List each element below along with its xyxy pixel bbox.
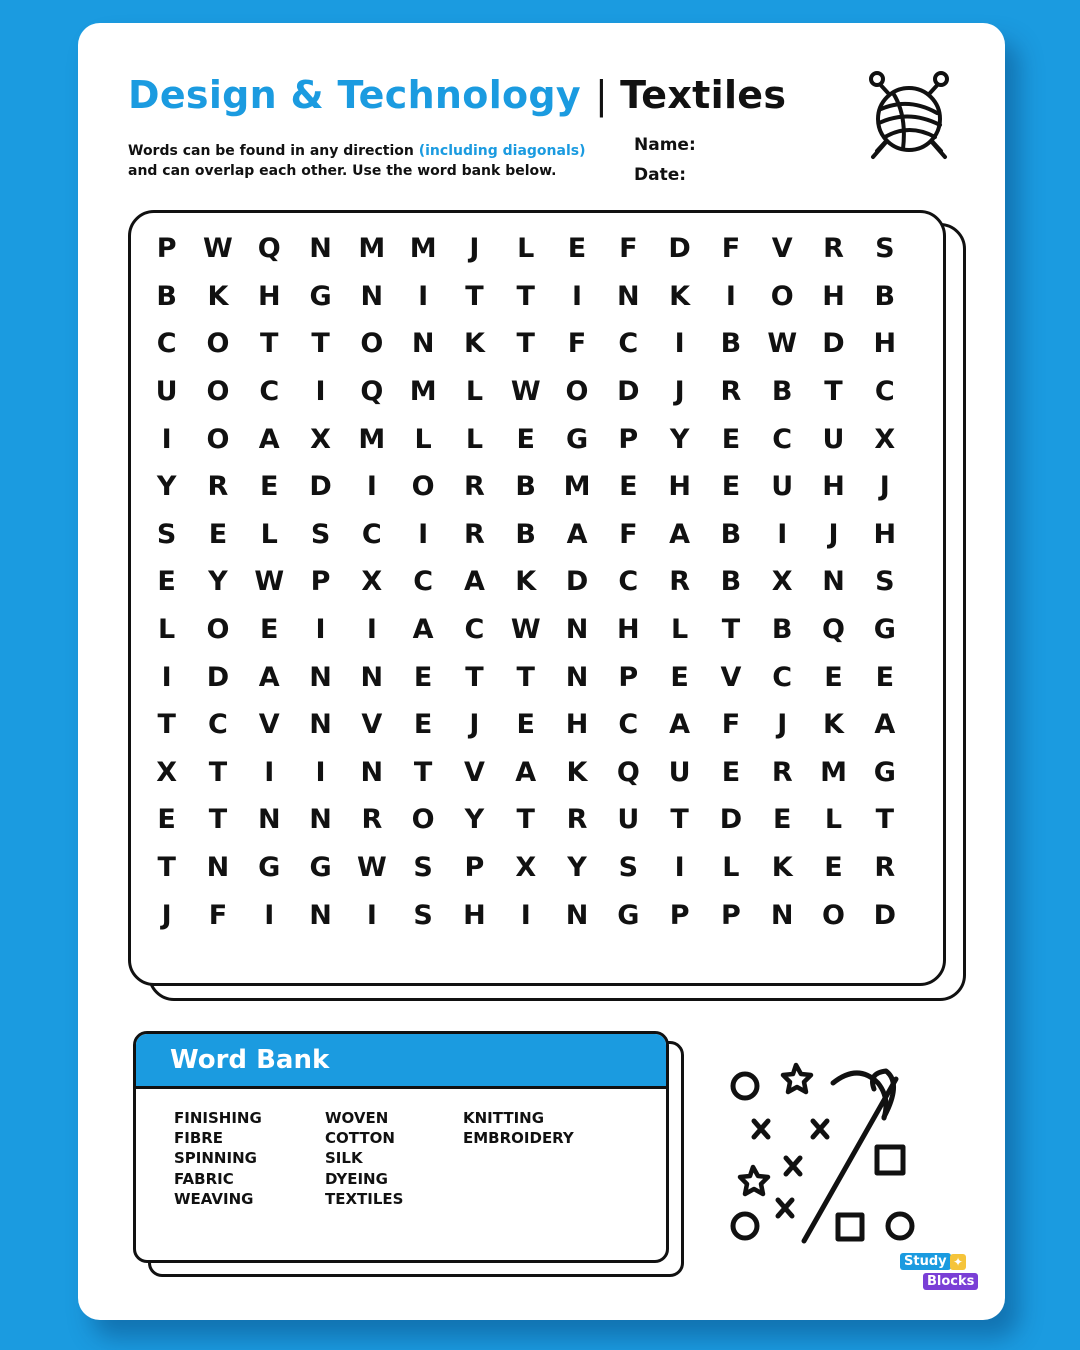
- grid-letter[interactable]: A: [515, 756, 537, 788]
- word-bank-item: WOVEN: [325, 1109, 389, 1127]
- grid-letter[interactable]: E: [516, 709, 535, 741]
- grid-letter[interactable]: N: [309, 899, 332, 931]
- grid-letter[interactable]: O: [411, 471, 435, 503]
- page-title: [128, 73, 786, 123]
- grid-letter[interactable]: W: [203, 233, 233, 265]
- grid-letter[interactable]: H: [822, 280, 845, 312]
- grid-letter[interactable]: M: [358, 423, 386, 455]
- grid-letter[interactable]: E: [157, 566, 176, 598]
- grid-letter[interactable]: J: [161, 899, 172, 931]
- grid-letter[interactable]: L: [414, 423, 432, 455]
- grid-letter[interactable]: L: [158, 614, 176, 646]
- grid-letter[interactable]: P: [618, 661, 639, 693]
- logo-star-icon: ✦: [950, 1254, 966, 1270]
- grid-letter[interactable]: A: [258, 661, 280, 693]
- grid-letter[interactable]: T: [208, 756, 228, 788]
- grid-letter[interactable]: E: [772, 804, 792, 836]
- word-bank-column-1: [174, 1108, 262, 1209]
- grid-letter[interactable]: O: [770, 280, 794, 312]
- grid-letter[interactable]: E: [413, 661, 433, 693]
- grid-letter[interactable]: R: [361, 804, 383, 836]
- grid-letter[interactable]: V: [361, 709, 383, 741]
- grid-letter[interactable]: Y: [208, 566, 228, 598]
- grid-letter[interactable]: N: [770, 899, 794, 931]
- grid-letter[interactable]: N: [360, 280, 384, 312]
- grid-letter[interactable]: A: [258, 423, 280, 455]
- grid-letter[interactable]: Y: [464, 804, 485, 836]
- grid-letter[interactable]: I: [161, 423, 172, 455]
- grid-letter[interactable]: P: [721, 899, 741, 931]
- date-label: Date:: [634, 165, 687, 185]
- grid-letter[interactable]: S: [156, 518, 177, 550]
- grid-letter[interactable]: U: [155, 376, 178, 408]
- grid-letter[interactable]: I: [264, 756, 275, 788]
- grid-letter[interactable]: V: [720, 661, 742, 693]
- worksheet: [78, 23, 1005, 1320]
- sewing-doodle-icon: [718, 1043, 928, 1248]
- grid-letter[interactable]: I: [315, 614, 326, 646]
- grid-letter[interactable]: C: [259, 376, 280, 408]
- grid-letter[interactable]: E: [824, 661, 843, 693]
- grid-letter[interactable]: Q: [360, 376, 384, 408]
- grid-letter[interactable]: G: [309, 280, 332, 312]
- word-bank-item: FINISHING: [174, 1109, 262, 1127]
- grid-letter[interactable]: R: [464, 471, 485, 503]
- grid-letter[interactable]: U: [617, 804, 640, 836]
- grid-letter[interactable]: K: [823, 709, 844, 741]
- grid-letter[interactable]: D: [617, 376, 640, 408]
- grid-letter[interactable]: E: [157, 804, 176, 836]
- grid-letter[interactable]: I: [572, 280, 583, 312]
- grid-letter[interactable]: D: [873, 899, 897, 931]
- grid-letter[interactable]: I: [418, 518, 429, 550]
- grid-letter[interactable]: C: [772, 661, 793, 693]
- word-bank-title: Word Bank: [136, 1034, 666, 1089]
- grid-letter[interactable]: C: [618, 566, 639, 598]
- grid-letter[interactable]: B: [771, 376, 793, 408]
- grid-letter[interactable]: B: [720, 328, 742, 360]
- grid-letter[interactable]: H: [822, 471, 845, 503]
- word-bank-item: FIBRE: [174, 1129, 224, 1148]
- grid-letter[interactable]: A: [412, 614, 434, 646]
- grid-letter[interactable]: H: [873, 518, 897, 550]
- grid-letter[interactable]: E: [824, 852, 843, 884]
- grid-letter[interactable]: L: [260, 518, 278, 550]
- grid-letter[interactable]: E: [721, 423, 741, 455]
- grid-letter[interactable]: K: [515, 566, 537, 598]
- word-bank-item: DYEING: [325, 1169, 388, 1188]
- grid-letter[interactable]: R: [464, 518, 485, 550]
- word-bank-item: COTTON: [325, 1129, 395, 1148]
- word-bank-item: FABRIC: [174, 1169, 234, 1188]
- word-bank-item: WEAVING: [174, 1189, 254, 1208]
- grid-letter[interactable]: G: [309, 852, 332, 884]
- grid-letter[interactable]: T: [260, 328, 279, 360]
- grid-letter[interactable]: E: [619, 471, 638, 503]
- grid-letter[interactable]: A: [566, 518, 588, 550]
- instructions-text-1: Words can be found in any direction: [128, 143, 419, 159]
- grid-letter[interactable]: H: [257, 280, 281, 312]
- grid-letter[interactable]: D: [668, 233, 691, 265]
- grid-letter[interactable]: Q: [616, 756, 640, 788]
- grid-letter[interactable]: X: [156, 756, 178, 788]
- grid-letter[interactable]: F: [208, 899, 228, 931]
- grid-letter[interactable]: C: [156, 328, 177, 360]
- grid-letter[interactable]: T: [516, 661, 535, 693]
- grid-letter[interactable]: F: [619, 518, 638, 550]
- grid-letter[interactable]: R: [720, 376, 742, 408]
- word-bank-item: KNITTING: [463, 1109, 545, 1127]
- grid-letter[interactable]: U: [822, 423, 845, 455]
- grid-letter[interactable]: I: [725, 280, 736, 312]
- word-search-grid-card: [128, 210, 946, 986]
- instructions: [128, 141, 618, 181]
- grid-letter[interactable]: S: [875, 233, 895, 265]
- grid-letter[interactable]: L: [671, 614, 689, 646]
- grid-letter[interactable]: A: [874, 709, 896, 741]
- grid-letter[interactable]: Q: [257, 233, 281, 265]
- grid-letter[interactable]: X: [515, 852, 537, 884]
- grid-letter[interactable]: N: [206, 852, 230, 884]
- grid-letter[interactable]: N: [411, 328, 435, 360]
- grid-letter[interactable]: E: [260, 614, 279, 646]
- grid-letter[interactable]: G: [617, 899, 640, 931]
- grid-letter[interactable]: W: [510, 614, 541, 646]
- grid-letter[interactable]: O: [206, 614, 230, 646]
- grid-letter[interactable]: P: [464, 852, 485, 884]
- grid-letter[interactable]: E: [875, 661, 895, 693]
- grid-letter[interactable]: J: [469, 233, 480, 265]
- grid-letter[interactable]: P: [618, 423, 639, 455]
- grid-letter[interactable]: I: [264, 899, 275, 931]
- grid-letter[interactable]: V: [258, 709, 280, 741]
- grid-letter[interactable]: N: [309, 233, 332, 265]
- grid-letter[interactable]: I: [366, 471, 377, 503]
- grid-letter[interactable]: C: [618, 328, 639, 360]
- grid-letter[interactable]: M: [409, 376, 437, 408]
- grid-letter[interactable]: N: [309, 709, 332, 741]
- word-bank-item: EMBROIDERY: [463, 1129, 574, 1148]
- grid-letter[interactable]: E: [413, 709, 433, 741]
- grid-letter[interactable]: K: [566, 756, 588, 788]
- grid-letter[interactable]: T: [670, 804, 689, 836]
- grid-letter[interactable]: N: [565, 661, 589, 693]
- grid-letter[interactable]: E: [208, 518, 228, 550]
- grid-letter[interactable]: I: [520, 899, 531, 931]
- grid-letter[interactable]: X: [361, 566, 383, 598]
- grid-letter[interactable]: I: [315, 376, 326, 408]
- grid-letter[interactable]: W: [254, 566, 285, 598]
- grid-letter[interactable]: T: [208, 804, 228, 836]
- grid-letter[interactable]: I: [366, 899, 377, 931]
- grid-letter[interactable]: T: [875, 804, 895, 836]
- grid-letter[interactable]: U: [771, 471, 794, 503]
- grid-letter[interactable]: P: [156, 233, 177, 265]
- grid-letter[interactable]: E: [670, 661, 689, 693]
- title-primary: Design & Technology: [128, 73, 581, 117]
- grid-letter[interactable]: I: [366, 614, 377, 646]
- title-secondary: Textiles: [620, 73, 787, 117]
- grid-letter[interactable]: A: [669, 518, 691, 550]
- grid-letter[interactable]: B: [156, 280, 177, 312]
- grid-letter[interactable]: B: [515, 518, 537, 550]
- grid-letter[interactable]: I: [161, 661, 172, 693]
- grid-letter[interactable]: E: [567, 233, 587, 265]
- grid-letter[interactable]: B: [874, 280, 896, 312]
- grid-letter[interactable]: V: [771, 233, 793, 265]
- grid-letter[interactable]: N: [257, 804, 281, 836]
- grid-letter[interactable]: S: [310, 518, 331, 550]
- grid-letter[interactable]: D: [309, 471, 332, 503]
- grid-letter[interactable]: P: [310, 566, 331, 598]
- grid-letter[interactable]: K: [771, 852, 793, 884]
- grid-letter[interactable]: C: [772, 423, 793, 455]
- grid-letter[interactable]: O: [206, 328, 230, 360]
- name-label: Name:: [634, 135, 696, 155]
- grid-letter[interactable]: T: [413, 756, 433, 788]
- grid-letter[interactable]: O: [565, 376, 589, 408]
- grid-letter[interactable]: Q: [822, 614, 845, 646]
- grid-letter[interactable]: K: [207, 280, 229, 312]
- grid-letter[interactable]: M: [820, 756, 847, 788]
- word-bank-column-3: [463, 1108, 574, 1148]
- grid-letter[interactable]: F: [619, 233, 638, 265]
- grid-letter[interactable]: H: [668, 471, 691, 503]
- grid-letter[interactable]: H: [873, 328, 897, 360]
- grid-letter[interactable]: R: [669, 566, 691, 598]
- grid-letter[interactable]: N: [309, 661, 332, 693]
- grid-letter[interactable]: R: [566, 804, 588, 836]
- grid-letter[interactable]: C: [874, 376, 895, 408]
- grid-letter[interactable]: G: [873, 756, 896, 788]
- grid-letter[interactable]: I: [674, 852, 685, 884]
- grid-letter[interactable]: L: [722, 852, 740, 884]
- grid-letter[interactable]: N: [617, 280, 640, 312]
- title-separator: |: [595, 73, 609, 117]
- grid-letter[interactable]: N: [360, 661, 384, 693]
- grid-letter[interactable]: T: [516, 328, 535, 360]
- grid-letter[interactable]: O: [822, 899, 845, 931]
- grid-letter[interactable]: J: [879, 471, 890, 503]
- grid-letter[interactable]: D: [822, 328, 845, 360]
- grid-letter[interactable]: U: [668, 756, 691, 788]
- grid-letter[interactable]: Y: [669, 423, 690, 455]
- grid-letter[interactable]: L: [465, 423, 484, 455]
- grid-letter[interactable]: E: [260, 471, 279, 503]
- grid-letter[interactable]: D: [719, 804, 743, 836]
- grid-letter[interactable]: N: [565, 899, 589, 931]
- word-bank-column-2: [325, 1108, 403, 1209]
- grid-letter[interactable]: L: [824, 804, 843, 836]
- study-blocks-logo: [900, 1253, 980, 1293]
- grid-letter[interactable]: R: [823, 233, 844, 265]
- grid-letter[interactable]: T: [824, 376, 843, 408]
- grid-letter[interactable]: N: [360, 756, 384, 788]
- grid-letter[interactable]: P: [669, 899, 690, 931]
- grid-letter[interactable]: J: [777, 709, 788, 741]
- grid-letter[interactable]: G: [258, 852, 281, 884]
- grid-letter[interactable]: H: [463, 899, 486, 931]
- word-bank: [133, 1031, 669, 1263]
- word-bank-item: TEXTILES: [325, 1189, 404, 1208]
- grid-letter[interactable]: A: [669, 709, 691, 741]
- grid-letter[interactable]: S: [413, 899, 433, 931]
- logo-text-blocks: Blocks: [923, 1273, 978, 1290]
- grid-letter[interactable]: R: [874, 852, 896, 884]
- grid-letter[interactable]: A: [463, 566, 485, 598]
- instructions-highlight: (including diagonals): [418, 143, 586, 159]
- grid-letter[interactable]: I: [315, 756, 326, 788]
- word-bank-item: SPINNING: [174, 1149, 257, 1168]
- grid-letter[interactable]: B: [515, 471, 537, 503]
- grid-letter[interactable]: B: [771, 614, 793, 646]
- grid-letter[interactable]: G: [565, 423, 589, 455]
- grid-letter[interactable]: R: [207, 471, 229, 503]
- grid-letter[interactable]: M: [358, 233, 386, 265]
- word-bank-item: SILK: [325, 1149, 363, 1168]
- grid-letter[interactable]: T: [465, 280, 484, 312]
- grid-letter[interactable]: E: [721, 756, 741, 788]
- grid-letter[interactable]: L: [517, 233, 535, 265]
- grid-letter[interactable]: I: [674, 328, 685, 360]
- grid-letter[interactable]: W: [356, 852, 387, 884]
- grid-letter[interactable]: J: [674, 376, 685, 408]
- grid-letter[interactable]: O: [206, 423, 230, 455]
- grid-letter[interactable]: B: [720, 566, 742, 598]
- grid-letter[interactable]: I: [777, 518, 788, 550]
- grid-letter[interactable]: S: [875, 566, 895, 598]
- grid-letter[interactable]: F: [721, 709, 741, 741]
- grid-letter[interactable]: I: [418, 280, 429, 312]
- grid-letter[interactable]: V: [463, 756, 485, 788]
- grid-letter[interactable]: H: [617, 614, 640, 646]
- grid-letter[interactable]: W: [767, 328, 798, 360]
- grid-letter[interactable]: X: [874, 423, 896, 455]
- grid-letter[interactable]: X: [771, 566, 793, 598]
- grid-letter[interactable]: K: [669, 280, 691, 312]
- grid-letter[interactable]: T: [516, 804, 535, 836]
- grid-letter[interactable]: B: [720, 518, 742, 550]
- grid-letter[interactable]: T: [157, 709, 176, 741]
- grid-letter[interactable]: T: [311, 328, 330, 360]
- instructions-text-2: and can overlap each other. Use the word bank below.: [128, 163, 557, 179]
- grid-letter[interactable]: H: [565, 709, 589, 741]
- grid-letter[interactable]: D: [565, 566, 589, 598]
- grid-letter[interactable]: T: [157, 852, 176, 884]
- grid-letter[interactable]: J: [828, 518, 839, 550]
- grid-letter[interactable]: M: [563, 471, 591, 503]
- grid-letter[interactable]: W: [510, 376, 541, 408]
- word-search-grid: [141, 225, 910, 939]
- grid-letter[interactable]: C: [361, 518, 382, 550]
- grid-letter[interactable]: F: [721, 233, 741, 265]
- grid-letter[interactable]: S: [413, 852, 433, 884]
- grid-letter[interactable]: X: [310, 423, 331, 455]
- grid-letter[interactable]: S: [618, 852, 639, 884]
- grid-letter[interactable]: Y: [156, 471, 177, 503]
- logo-text-study: Study: [900, 1253, 951, 1270]
- grid-letter[interactable]: N: [565, 614, 589, 646]
- yarn-ball-icon: [863, 69, 955, 161]
- grid-letter[interactable]: N: [822, 566, 845, 598]
- grid-letter[interactable]: O: [360, 328, 384, 360]
- grid-letter[interactable]: J: [469, 709, 480, 741]
- grid-letter[interactable]: O: [206, 376, 230, 408]
- grid-letter[interactable]: G: [873, 614, 896, 646]
- grid-letter[interactable]: F: [567, 328, 587, 360]
- grid-letter[interactable]: M: [409, 233, 437, 265]
- grid-letter[interactable]: Y: [567, 852, 587, 884]
- grid-letter[interactable]: E: [721, 471, 741, 503]
- grid-letter[interactable]: T: [465, 661, 484, 693]
- grid-letter[interactable]: L: [465, 376, 484, 408]
- grid-letter[interactable]: C: [618, 709, 639, 741]
- grid-letter[interactable]: R: [771, 756, 793, 788]
- grid-letter[interactable]: D: [206, 661, 230, 693]
- grid-letter[interactable]: T: [721, 614, 741, 646]
- grid-letter[interactable]: T: [516, 280, 535, 312]
- grid-letter[interactable]: K: [463, 328, 485, 360]
- grid-letter[interactable]: N: [309, 804, 332, 836]
- grid-letter[interactable]: C: [464, 614, 485, 646]
- grid-letter[interactable]: E: [516, 423, 535, 455]
- grid-letter[interactable]: C: [413, 566, 434, 598]
- grid-letter[interactable]: C: [208, 709, 228, 741]
- grid-letter[interactable]: O: [411, 804, 435, 836]
